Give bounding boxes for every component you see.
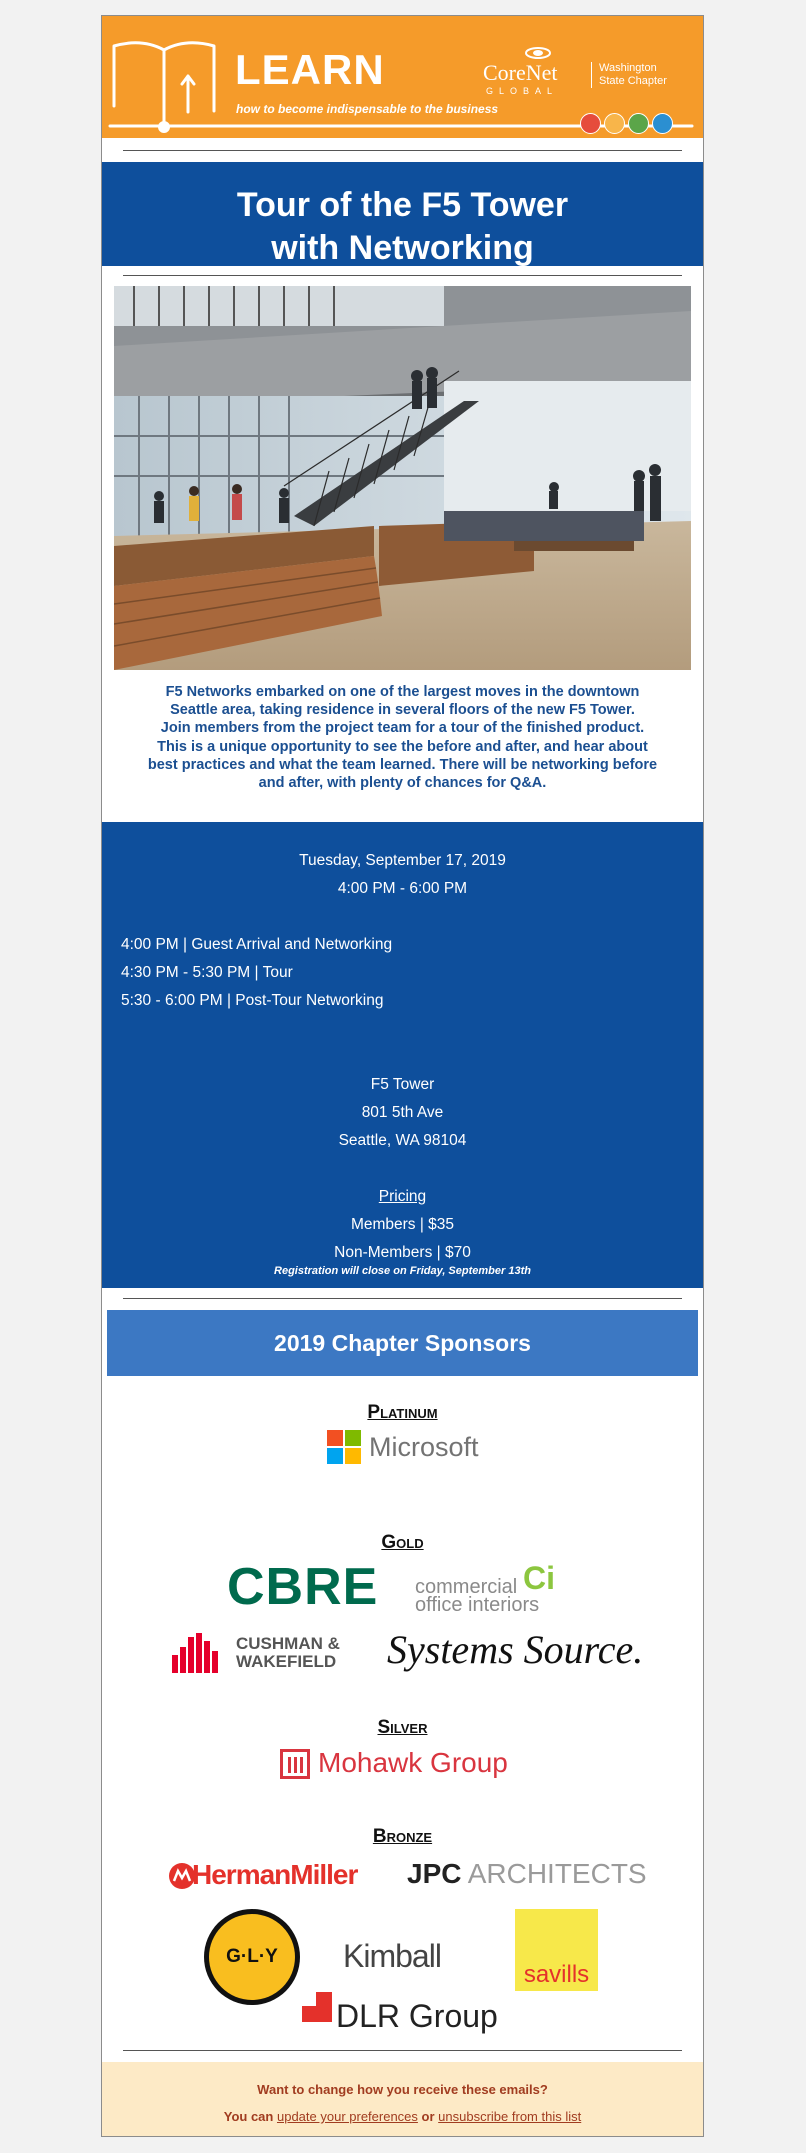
event-details-panel bbox=[102, 822, 703, 1288]
event-title: Tour of the F5 Tower with Networking bbox=[236, 186, 569, 267]
event-date: Tuesday, September 17, 2019 bbox=[299, 852, 506, 869]
gold-tier-label: Gold bbox=[381, 1532, 424, 1553]
cbre-logo[interactable]: CBRE bbox=[227, 1558, 379, 1616]
badge-icon-green bbox=[628, 113, 649, 134]
platinum-tier-label: Platinum bbox=[367, 1402, 438, 1423]
cushman-wakefield-bars-icon bbox=[170, 1631, 226, 1673]
pricing-heading: Pricing bbox=[378, 1188, 427, 1205]
gly-logo[interactable]: G·L·Y bbox=[204, 1909, 300, 2005]
sponsors-heading: 2019 Chapter Sponsors bbox=[107, 1310, 698, 1376]
members-price: Members | $35 bbox=[350, 1216, 455, 1233]
agenda-item: 4:00 PM | Guest Arrival and Networking bbox=[121, 936, 393, 953]
agenda-item: 5:30 - 6:00 PM | Post-Tour Networking bbox=[121, 992, 384, 1009]
unsubscribe-link[interactable]: unsubscribe from this list bbox=[438, 2109, 582, 2124]
bronze-tier-label: Bronze bbox=[372, 1826, 433, 1847]
footer-question: Want to change how you receive these emails? bbox=[257, 2082, 548, 2097]
dlr-group-logo[interactable]: DLR Group bbox=[302, 1992, 512, 2036]
silver-tier-label: Silver bbox=[377, 1717, 428, 1738]
microsoft-logo[interactable]: Microsoft bbox=[327, 1430, 527, 1466]
kimball-logo[interactable]: Kimball bbox=[343, 1938, 441, 1974]
divider bbox=[123, 150, 682, 151]
microsoft-squares-icon bbox=[327, 1430, 361, 1464]
badge-icon-blue bbox=[652, 113, 673, 134]
event-time: 4:00 PM - 6:00 PM bbox=[337, 880, 468, 897]
email-card bbox=[101, 15, 704, 2137]
mohawk-mark-icon bbox=[280, 1749, 310, 1779]
agenda-item: 4:30 PM - 5:30 PM | Tour bbox=[121, 964, 293, 981]
learn-wordmark: LEARN bbox=[235, 46, 385, 93]
mohawk-group-logo[interactable]: Mohawk Group bbox=[280, 1747, 530, 1783]
systems-source-logo[interactable]: Systems Source. bbox=[387, 1627, 644, 1672]
commercial-office-interiors-logo[interactable]: commercial office interiors Ci bbox=[415, 1560, 555, 1616]
header-tagline: how to become indispensable to the business bbox=[236, 102, 499, 116]
cushman-wakefield-logo[interactable]: CUSHMAN & WAKEFIELD bbox=[170, 1631, 375, 1673]
nonmembers-price: Non-Members | $70 bbox=[334, 1244, 471, 1261]
divider bbox=[123, 1298, 682, 1299]
badge-icon-red bbox=[580, 113, 601, 134]
registration-note: Registration will close on Friday, September 13th bbox=[274, 1265, 531, 1277]
badge-icon-book bbox=[604, 113, 625, 134]
corenet-swirl-icon bbox=[523, 46, 553, 60]
dlr-square-icon bbox=[302, 1992, 332, 2024]
venue-name: F5 Tower bbox=[370, 1076, 435, 1093]
email-preferences-footer bbox=[102, 2062, 703, 2136]
divider bbox=[123, 2050, 682, 2051]
corenet-logo-text: CoreNet bbox=[483, 60, 558, 85]
jpc-architects-logo[interactable]: JPC ARCHITECTS bbox=[407, 1858, 647, 1889]
divider bbox=[123, 275, 682, 276]
corenet-global-text: GLOBAL bbox=[486, 86, 559, 96]
venue-address-line1: 801 5th Ave bbox=[361, 1104, 444, 1121]
savills-logo[interactable]: savills bbox=[515, 1909, 598, 1991]
venue-address-line2: Seattle, WA 98104 bbox=[338, 1132, 467, 1149]
update-preferences-link[interactable]: update your preferences bbox=[276, 2109, 418, 2124]
learn-header-banner bbox=[102, 16, 703, 138]
f5-tower-interior-photo bbox=[114, 286, 691, 670]
herman-miller-logo[interactable]: HermanMiller bbox=[168, 1859, 358, 1893]
event-description: F5 Networks embarked on one of the largest moves in the downtown Seattle area, taking residence in several floors of the new F5 Tower. Join members from the project team for a tour of the finished product. This is a unique opportunity to see the before and after, and hear about best practices and what the team learned. There will be networking before and after, with plenty of chances for Q&A. bbox=[147, 684, 658, 792]
chapter-name: Washington State Chapter bbox=[591, 62, 679, 88]
footer-links-line: You can update your preferences or unsubscribe from this list bbox=[223, 2109, 582, 2124]
